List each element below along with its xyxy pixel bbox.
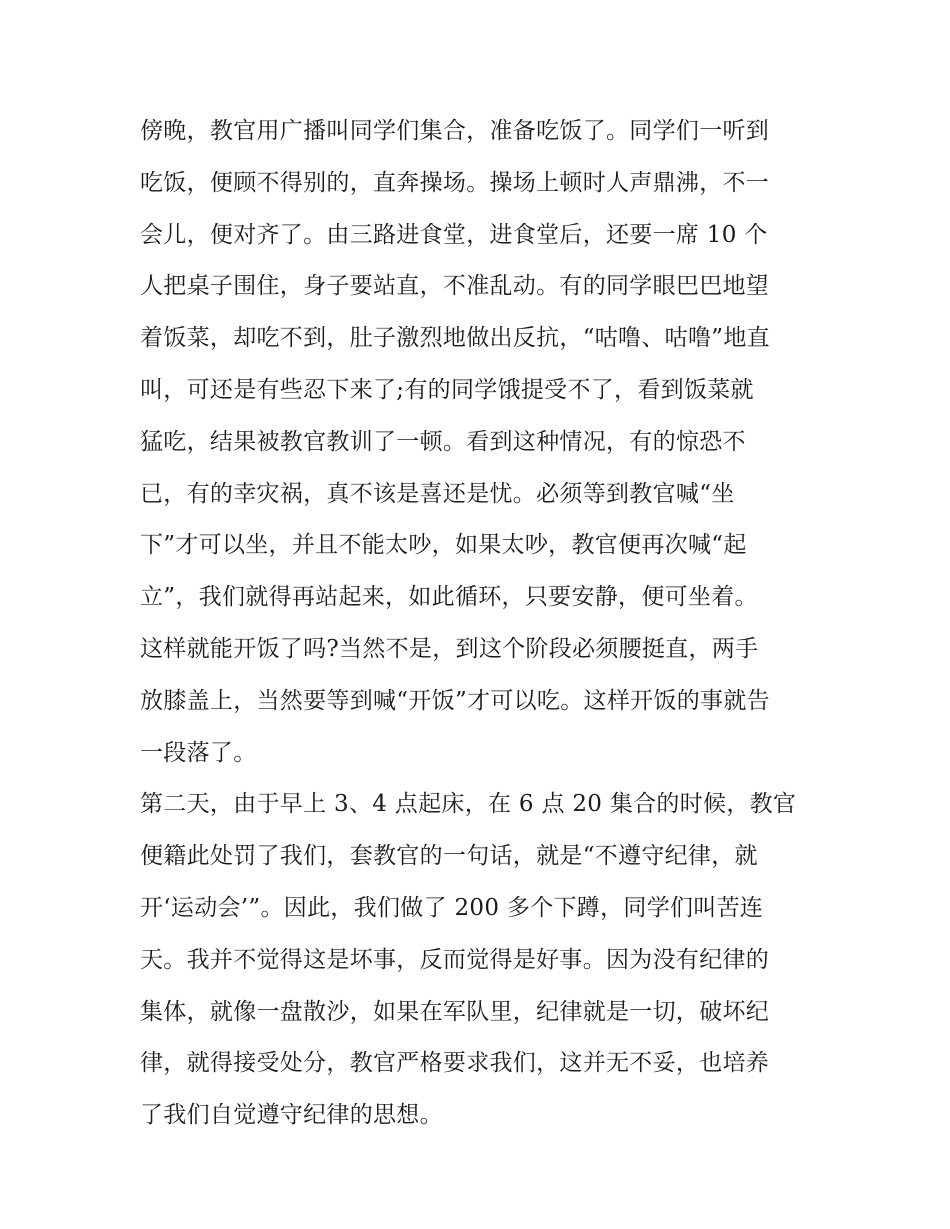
text-line: 了我们自觉遵守纪律的思想。	[140, 1102, 443, 1129]
text-line: 律，就得接受处分，教官严格要求我们，这并无不妥，也培养	[140, 1050, 770, 1077]
text-line: 一段落了。	[140, 739, 257, 766]
text-line: 集体，就像一盘散沙，如果在军队里，纪律就是一切，破坏纪	[140, 998, 770, 1025]
text-line: 已，有的幸灾祸，真不该是喜还是忧。必须等到教官喊“坐	[140, 480, 735, 507]
text-line: 天。我并不觉得这是坏事，反而觉得是好事。因为没有纪律的	[140, 946, 770, 973]
text-line: 猛吃，结果被教官教训了一顿。看到这种情况，有的惊恐不	[140, 428, 746, 455]
text-line: 第二天，由于早上 3、4 点起床，在 6 点 20 集合的时候，教官	[140, 791, 797, 818]
text-line: 放膝盖上，当然要等到喊“开饭”才可以吃。这样开饭的事就告	[140, 687, 770, 714]
text-line: 这样就能开饭了吗?当然不是，到这个阶段必须腰挺直，两手	[140, 635, 759, 662]
text-line: 傍晚，教官用广播叫同学们集合，准备吃饭了。同学们一听到	[140, 118, 770, 144]
text-line: 开‘运动会’”。因此，我们做了 200 多个下蹲，同学们叫苦连	[140, 894, 764, 921]
text-line: 下”才可以坐，并且不能太吵，如果太吵，教官便再次喊“起	[140, 532, 747, 559]
text-line: 便籍此处罚了我们，套教官的一句话，就是“不遵守纪律，就	[140, 843, 758, 870]
text-line: 会儿，便对齐了。由三路进食堂，进食堂后，还要一席 10 个	[140, 221, 768, 248]
text-line: 吃饭，便顾不得别的，直奔操场。操场上顿时人声鼎沸，不一	[140, 169, 770, 196]
text-line: 着饭菜，却吃不到，肚子激烈地做出反抗，“咕噜、咕噜”地直	[140, 325, 770, 352]
document-body	[140, 106, 820, 1142]
text-line: 叫，可还是有些忍下来了;有的同学饿提受不了，看到饭菜就	[140, 376, 754, 403]
text-line: 人把桌子围住，身子要站直，不准乱动。有的同学眼巴巴地望	[140, 273, 770, 300]
text-line: 立”，我们就得再站起来，如此循环，只要安静，便可坐着。	[140, 584, 758, 611]
